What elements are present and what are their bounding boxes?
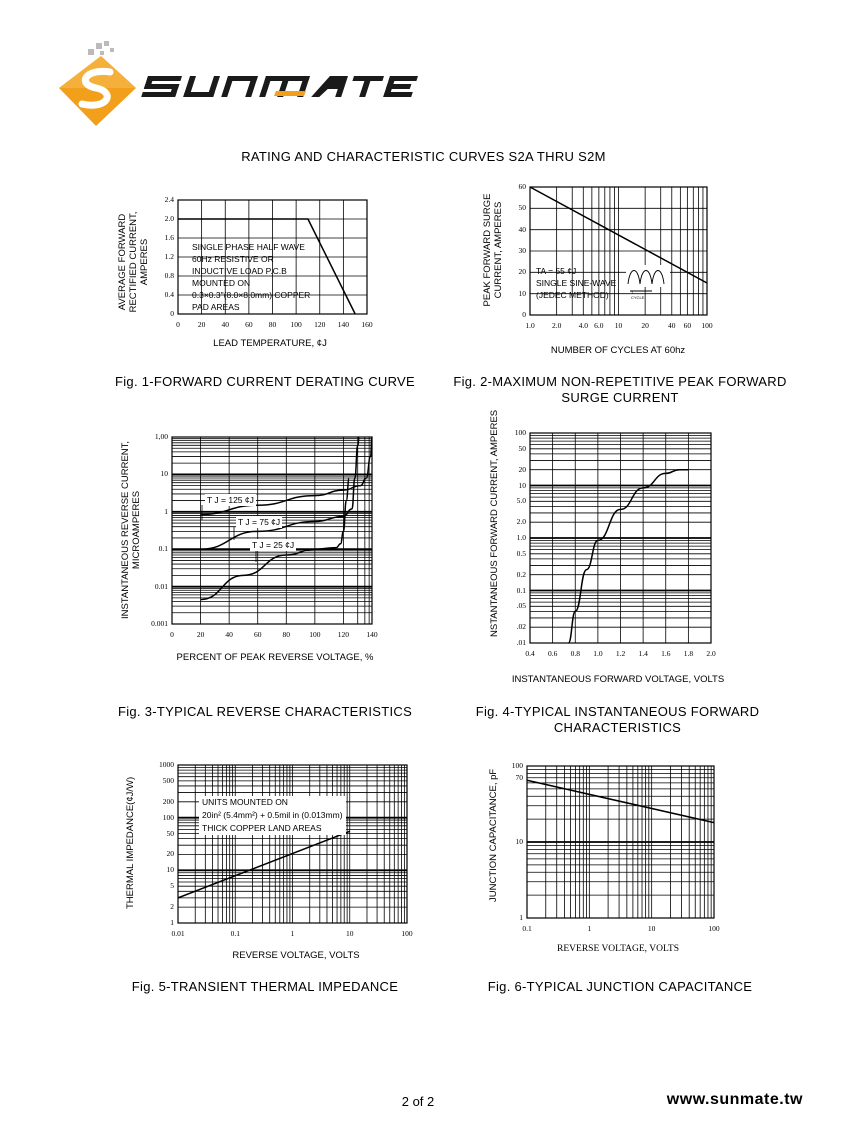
fig3-xtick: 40: [225, 630, 233, 639]
fig5-ytick: 10: [166, 865, 174, 875]
fig4-xtick: 1.8: [683, 649, 694, 658]
fig4-ytick: 1.0: [516, 533, 526, 542]
fig6-ytick: 10: [515, 837, 523, 846]
fig3-caption: Fig. 3-TYPICAL REVERSE CHARACTERISTICS: [117, 704, 413, 719]
fig5-ytick: 1000: [159, 760, 174, 769]
fig2-ytick: 10: [518, 288, 526, 298]
fig5-xtick: 1: [290, 929, 295, 938]
fig3-xtick: 60: [253, 630, 262, 639]
website-url: www.sunmate.tw: [666, 1091, 803, 1108]
fig5-series-0: [178, 831, 350, 898]
fig1-xtick: 60: [245, 320, 253, 329]
fig3-ytick: 1: [164, 506, 168, 516]
fig5-xtick: 0.01: [171, 929, 185, 938]
fig4-xtick: 1.4: [638, 649, 648, 658]
fig1-ytick: 2.4: [164, 195, 174, 204]
fig4-ytick: 100: [514, 428, 526, 437]
fig5-ytick: 100: [162, 812, 174, 822]
fig3-xtick: 100: [309, 630, 321, 639]
fig2-annotation: TA = 55 ¢J SINGLE SINE-WAVE (JEDEC METHOD): [536, 266, 617, 300]
fig2-xtick: 10: [614, 321, 623, 330]
fig3-grid: [172, 437, 372, 624]
fig2-ylabel: PEAK FORWARD SURGE CURRENT, AMPERES: [482, 193, 504, 307]
fig3-ytick: 0.1: [158, 544, 168, 554]
fig6-xtick: 1: [587, 924, 592, 933]
fig2-caption: Fig. 2-MAXIMUM NON-REPETITIVE PEAK FORWARD SURGE CURRENT: [453, 374, 787, 405]
fig2-sine-wave: [628, 271, 664, 285]
fig4-xtick: 0.6: [547, 649, 558, 658]
fig5-xtick: 0.1: [230, 929, 240, 938]
fig1-xtick: 80: [268, 320, 277, 329]
fig4-xtick: 2.0: [706, 649, 716, 658]
fig4-ytick: 0.2: [516, 569, 526, 579]
fig6-xtick: 10: [647, 924, 656, 933]
fig4-ytick: .01: [516, 638, 526, 647]
fig5-xlabel: REVERSE VOLTAGE, VOLTS: [232, 950, 360, 961]
fig6-xtick: 100: [708, 924, 720, 933]
fig5-ytick: 20: [166, 849, 174, 859]
fig1-ytick: 0: [170, 309, 174, 318]
fig1-xlabel: LEAD TEMPERATURE, ¢J: [213, 338, 327, 349]
fig4-caption: Fig. 4-TYPICAL INSTANTANEOUS FORWARD CHARACTERISTICS: [475, 704, 760, 735]
fig5-xtick: 100: [401, 929, 413, 938]
fig2-ytick: 30: [518, 246, 526, 255]
page-number: 2 of 2: [401, 1094, 435, 1109]
fig4-xtick: 1.0: [593, 649, 603, 658]
fig2-xtick: 2.0: [551, 321, 562, 330]
fig2-xtick: 100: [701, 321, 713, 330]
fig4-ytick: .02: [516, 622, 526, 632]
fig1-annotation: SINGLE PHASE HALF WAVE 60Hz RESISTIVE OR INDUCTIVE LOAD P.C.B MOUNTED ON 0.3×0.3"(8.0×8.0mm) COPPER PAD AREAS: [192, 242, 311, 312]
fig2-ytick: 60: [518, 182, 526, 191]
fig2-xtick: 20: [641, 321, 649, 330]
fig6-grid: [527, 766, 714, 918]
fig6-caption: Fig. 6-TYPICAL JUNCTION CAPACITANCE: [487, 979, 753, 994]
fig2-xtick: 6.0: [594, 321, 604, 330]
fig4-ytick: 0.1: [516, 585, 526, 595]
fig4-ytick: 10: [518, 480, 526, 490]
fig4-series-0: [568, 470, 688, 643]
fig5-annotation: UNITS MOUNTED ON 20in² (5.4mm²) + 0.5mil in (0.013mm) THICK COPPER LAND AREAS: [199, 796, 346, 835]
fig1-caption: Fig. 1-FORWARD CURRENT DERATING CURVE: [114, 374, 415, 389]
fig3-ytick: 0.01: [154, 581, 168, 591]
fig4-ytick: 2.0: [516, 517, 526, 527]
fig3-ytick: 1,00: [154, 432, 168, 441]
fig2-xtick: 60: [683, 321, 692, 330]
fig4-xtick: 1.6: [661, 649, 671, 658]
fig1-ytick: 0.8: [164, 271, 174, 280]
fig4-xtick: 0.8: [570, 649, 580, 658]
fig5-ylabel: THERMAL IMPEDANCE(¢J/W): [125, 776, 136, 909]
fig6-ytick: 1: [519, 913, 523, 922]
fig6-frame: [527, 766, 714, 918]
fig3-ytick: 10: [160, 469, 168, 479]
fig2-sine-inset: [626, 265, 670, 291]
fig2-xtick: 40: [668, 321, 676, 330]
fig5-ytick: 200: [162, 796, 174, 806]
fig3-xtick: 20: [196, 630, 205, 639]
fig3-xtick: 140: [366, 630, 378, 639]
fig2-xlabel: NUMBER OF CYCLES AT 60hz: [550, 345, 686, 356]
fig1-ytick: 1.6: [164, 233, 174, 242]
fig2-ytick: 20: [518, 267, 526, 277]
fig6-ylabel: JUNCTION CAPACITANCE, pF: [488, 768, 499, 902]
fig6-ytick: 70: [515, 772, 523, 782]
fig1-xtick: 40: [221, 320, 229, 329]
fig4-xtick: 1.2: [615, 649, 626, 658]
fig2-inset-bg: [626, 265, 670, 287]
brand-logo: [56, 38, 326, 133]
fig5-ytick: 2: [170, 902, 174, 912]
fig5-grid: [178, 765, 407, 923]
fig2-xtick: 4.0: [578, 321, 588, 330]
fig3-xtick: 0: [170, 630, 174, 639]
fig4-ytick: 50: [518, 443, 526, 453]
fig3-label-leaders: [202, 505, 256, 562]
fig5-xtick: 10: [346, 929, 354, 938]
fig4-grid: [530, 433, 711, 643]
fig6-xlabel: REVERSE VOLTAGE, VOLTS: [557, 944, 679, 954]
fig1-ytick: 2.0: [164, 214, 174, 223]
fig3-frame: [172, 437, 372, 624]
fig1-xtick: 100: [290, 320, 302, 329]
fig1-xtick: 140: [337, 320, 349, 329]
fig5-ytick: 50: [166, 828, 174, 838]
fig6-ytick: 100: [511, 761, 523, 770]
fig5-ytick: 1: [170, 918, 174, 927]
fig1-xtick: 20: [197, 320, 206, 329]
fig3-series-label-125: T J = 125 ¢J: [207, 495, 254, 505]
fig4-frame: [530, 433, 711, 643]
fig4-ytick: .05: [516, 601, 526, 611]
fig1-xtick: 160: [361, 320, 373, 329]
fig3-series-label-75: T J = 75 ¢J: [238, 517, 281, 527]
fig5-caption: Fig. 5-TRANSIENT THERMAL IMPEDANCE: [131, 979, 399, 994]
fig4-xtick: 0.4: [525, 649, 535, 658]
fig5-ytick: 5: [170, 881, 174, 891]
fig2-ytick: 50: [518, 203, 526, 213]
fig1-xtick: 120: [314, 320, 326, 329]
fig2-inset-label: 1 CYCLE: [631, 290, 645, 300]
fig3-xtick: 80: [282, 630, 291, 639]
fig6-series-0: [527, 780, 714, 822]
fig3-ylabel: INSTANTANEOUS REVERSE CURRENT, MICROAMPERES: [120, 440, 142, 620]
fig3-ytick: 0.001: [151, 619, 168, 628]
fig2-xtick: 1.0: [525, 321, 535, 330]
fig1-xtick: 0: [176, 320, 180, 329]
fig5-frame: [178, 765, 407, 923]
page-heading: RATING AND CHARACTERISTIC CURVES S2A THRU S2M: [241, 149, 606, 164]
fig3-series-label-25: T J = 25 ¢J: [252, 540, 295, 550]
fig2-ytick: 0: [522, 310, 526, 319]
fig1-ylabel: AVERAGE FORWARD RECTIFIED CURRENT, AMPERES: [117, 211, 150, 313]
fig4-ytick: 20: [518, 464, 526, 474]
fig4-ytick: 0.5: [516, 548, 526, 558]
fig4-ytick: 5.0: [516, 496, 526, 506]
fig3-xlabel: PERCENT OF PEAK REVERSE VOLTAGE, %: [176, 652, 374, 663]
fig4-xlabel: INSTANTANEOUS FORWARD VOLTAGE, VOLTS: [511, 674, 725, 685]
fig1-ytick: 1.2: [164, 252, 174, 261]
logo-mark: [56, 38, 326, 133]
fig6-xtick: 0.1: [522, 924, 532, 933]
fig4-ylabel: NSTANTANEOUS FORWARD CURRENT, AMPERES: [489, 409, 500, 637]
fig1-ytick: 0.4: [164, 290, 174, 299]
fig2-ytick: 40: [518, 224, 526, 234]
fig5-ytick: 500: [162, 775, 174, 785]
fig3-xtick: 120: [337, 630, 350, 639]
